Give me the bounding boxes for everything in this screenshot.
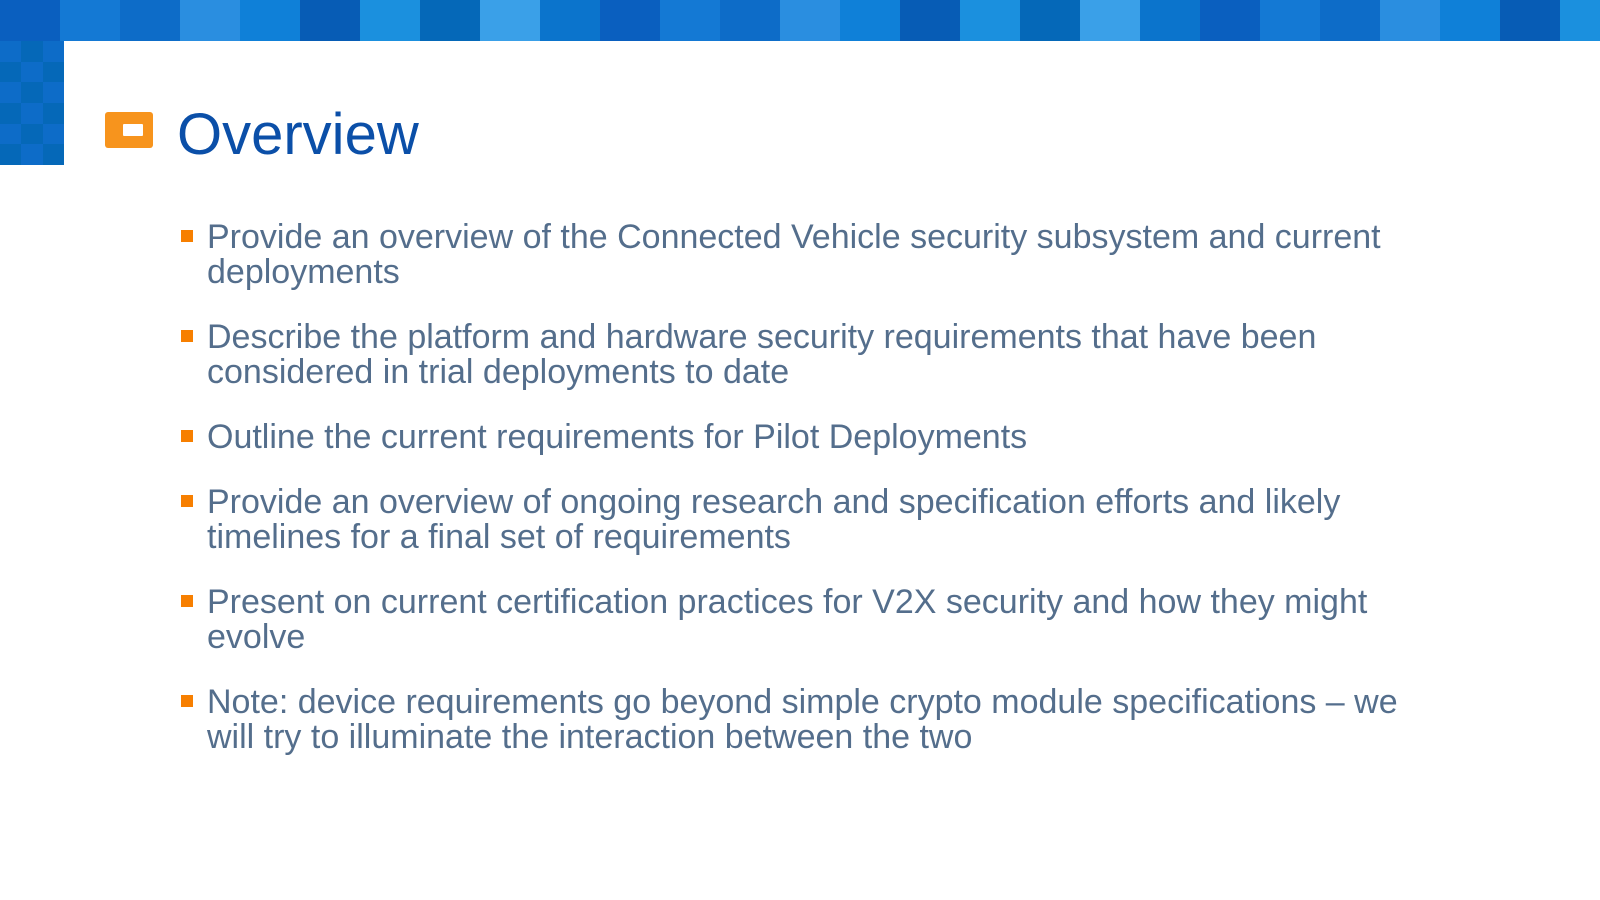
band-tile (660, 0, 680, 41)
band-tile (800, 0, 820, 41)
band-tile (1480, 0, 1500, 41)
mosaic-tile (21, 62, 42, 83)
band-tile (1440, 0, 1460, 41)
band-tile (1200, 0, 1220, 41)
band-tile (1160, 0, 1180, 41)
band-tile (860, 0, 880, 41)
bullet-item (180, 320, 1430, 390)
mosaic-tile (21, 103, 42, 124)
band-tile (1400, 0, 1420, 41)
band-tile (1020, 0, 1040, 41)
band-tile (1100, 0, 1120, 41)
band-tile (740, 0, 760, 41)
mosaic-tile (43, 41, 64, 62)
band-tile (840, 0, 860, 41)
mosaic-tile (43, 103, 64, 124)
band-tile (620, 0, 640, 41)
bullet-item (180, 585, 1430, 655)
square-bullet-icon (181, 595, 193, 607)
band-tile (1500, 0, 1520, 41)
band-tile (360, 0, 380, 41)
band-tile (1320, 0, 1340, 41)
band-tile (600, 0, 620, 41)
band-tile (60, 0, 80, 41)
bullet-list (180, 220, 1430, 785)
band-tile (540, 0, 560, 41)
band-tile (1300, 0, 1320, 41)
band-tile (140, 0, 160, 41)
band-tile (1460, 0, 1480, 41)
band-tile (1240, 0, 1260, 41)
band-tile (920, 0, 940, 41)
bullet-text: Note: device requirements go beyond simple crypto module specifications – we will try to illuminate the interaction between the two (207, 683, 1398, 756)
square-bullet-icon (181, 330, 193, 342)
mosaic-tile (43, 144, 64, 165)
band-tile (1380, 0, 1400, 41)
band-tile (960, 0, 980, 41)
band-tile (1040, 0, 1060, 41)
mosaic-tile (21, 41, 42, 62)
band-tile (320, 0, 340, 41)
band-tile (1220, 0, 1240, 41)
band-tile (20, 0, 40, 41)
band-tile (1340, 0, 1360, 41)
mosaic-tile (0, 82, 21, 103)
band-tile (440, 0, 460, 41)
band-tile (80, 0, 100, 41)
bullet-item (180, 220, 1430, 290)
square-bullet-icon (181, 230, 193, 242)
band-tile (120, 0, 140, 41)
bullet-text: Provide an overview of the Connected Vehicle security subsystem and current deployments (207, 218, 1381, 291)
mosaic-tile (0, 103, 21, 124)
bullet-text: Present on current certification practices for V2X security and how they might evolve (207, 583, 1368, 656)
band-tile (1260, 0, 1280, 41)
band-tile (420, 0, 440, 41)
band-tile (1360, 0, 1380, 41)
mosaic-tile (0, 62, 21, 83)
band-tile (1120, 0, 1140, 41)
bullet-item (180, 685, 1430, 755)
band-tile (40, 0, 60, 41)
band-tile (700, 0, 720, 41)
band-tile (820, 0, 840, 41)
band-tile (640, 0, 660, 41)
bullet-item (180, 420, 1430, 455)
band-tile (580, 0, 600, 41)
band-tile (200, 0, 220, 41)
band-tile (880, 0, 900, 41)
band-tile (560, 0, 580, 41)
band-tile (1560, 0, 1580, 41)
band-tile (180, 0, 200, 41)
title-bullet-icon-inner (123, 124, 143, 136)
corner-pixel-mosaic (0, 41, 64, 165)
bullet-text: Describe the platform and hardware security requirements that have been considered in trial deployments to date (207, 318, 1317, 391)
band-tile (1520, 0, 1540, 41)
band-tile (400, 0, 420, 41)
page-title: Overview (177, 102, 419, 167)
title-bullet-icon (105, 112, 153, 148)
band-tile (980, 0, 1000, 41)
square-bullet-icon (181, 695, 193, 707)
bullet-text: Outline the current requirements for Pilot Deployments (207, 418, 1028, 456)
band-tile (240, 0, 260, 41)
band-tile (1280, 0, 1300, 41)
band-tile (0, 0, 20, 41)
band-tile (720, 0, 740, 41)
mosaic-tile (0, 41, 21, 62)
band-tile (460, 0, 480, 41)
band-tile (780, 0, 800, 41)
band-tile (1060, 0, 1080, 41)
mosaic-tile (21, 124, 42, 145)
band-tile (160, 0, 180, 41)
band-tile (380, 0, 400, 41)
mosaic-tile (43, 62, 64, 83)
mosaic-tile (0, 124, 21, 145)
bullet-item (180, 485, 1430, 555)
band-tile (900, 0, 920, 41)
square-bullet-icon (181, 430, 193, 442)
band-tile (280, 0, 300, 41)
mosaic-tile (43, 82, 64, 103)
band-tile (300, 0, 320, 41)
mosaic-tile (0, 144, 21, 165)
mosaic-tile (21, 82, 42, 103)
band-tile (500, 0, 520, 41)
band-tile (1540, 0, 1560, 41)
band-tile (1080, 0, 1100, 41)
band-tile (680, 0, 700, 41)
band-tile (520, 0, 540, 41)
band-tile (1420, 0, 1440, 41)
band-tile (100, 0, 120, 41)
band-tile (260, 0, 280, 41)
bullet-text: Provide an overview of ongoing research and specification efforts and likely timelines for a final set of requirements (207, 483, 1341, 556)
band-tile (1140, 0, 1160, 41)
band-tile (480, 0, 500, 41)
band-tile (1000, 0, 1020, 41)
header-pixel-band (0, 0, 1600, 41)
mosaic-tile (21, 144, 42, 165)
band-tile (940, 0, 960, 41)
band-tile (1180, 0, 1200, 41)
band-tile (340, 0, 360, 41)
band-tile (760, 0, 780, 41)
band-tile (220, 0, 240, 41)
square-bullet-icon (181, 495, 193, 507)
mosaic-tile (43, 124, 64, 145)
band-tile (1580, 0, 1600, 41)
